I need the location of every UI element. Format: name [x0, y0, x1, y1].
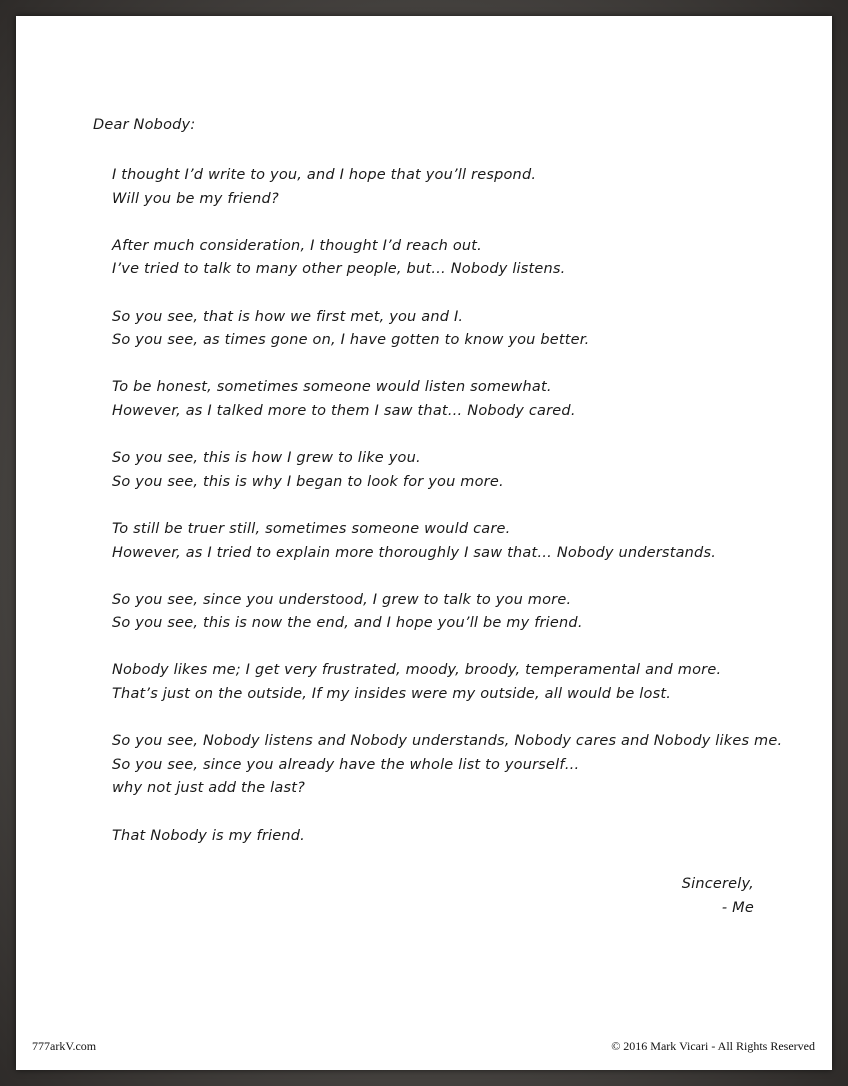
letter — [16, 16, 832, 1070]
letter-line: So you see, since you understood, I grew to talk to you more. — [112, 591, 572, 608]
letter-line: I’ve tried to talk to many other people, but… Nobody listens. — [112, 261, 566, 278]
stanza — [112, 518, 782, 565]
footer-copyright: © 2016 Mark Vicari - All Rights Reserved — [611, 1039, 815, 1053]
letter-line: After much consideration, I thought I’d reach out. — [112, 237, 482, 254]
letter-line: Will you be my friend? — [112, 190, 279, 207]
letter-greeting: Dear Nobody: — [93, 117, 196, 133]
letter-body — [112, 164, 782, 848]
letter-line: That Nobody is my friend. — [112, 827, 305, 844]
closing-text: Sincerely, — [681, 876, 754, 892]
letter-line: why not just add the last? — [112, 780, 306, 797]
footer-site: 777arkV.com — [32, 1039, 97, 1053]
stanza — [112, 235, 782, 282]
letter-line: I thought I’d write to you, and I hope that you’ll respond. — [112, 167, 537, 183]
stanza — [112, 825, 782, 849]
stanza — [112, 659, 782, 706]
stanza — [112, 589, 782, 636]
letter-line: So you see, since you already have the whole list to yourself… — [112, 756, 580, 773]
letter-line: To be honest, sometimes someone would listen somewhat. — [112, 379, 552, 396]
letter-line: So you see, Nobody listens and Nobody understands, Nobody cares and Nobody likes me. — [112, 733, 783, 750]
signature: - Me — [721, 900, 754, 916]
letter-line: Nobody likes me; I get very frustrated, moody, broody, temperamental and more. — [112, 662, 722, 679]
stanza — [112, 376, 782, 423]
letter-line: To still be truer still, sometimes someone would care. — [112, 520, 511, 537]
letter-line: So you see, this is how I grew to like you. — [112, 450, 421, 467]
letter-line: That’s just on the outside, If my insides were my outside, all would be lost. — [112, 686, 672, 703]
letter-line: However, as I talked more to them I saw that… Nobody cared. — [112, 402, 576, 419]
letter-line: So you see, as times gone on, I have gotten to know you better. — [112, 332, 590, 349]
letter-line: So you see, this is now the end, and I hope you’ll be my friend. — [112, 615, 583, 632]
letter-line: So you see, that is how we first met, you and I. — [112, 308, 464, 325]
stanza — [112, 447, 782, 494]
stanza — [112, 730, 782, 801]
letter-line: So you see, this is why I began to look for you more. — [112, 473, 504, 490]
stanza — [112, 164, 782, 211]
letter-line: However, as I tried to explain more thoroughly I saw that… Nobody understands. — [112, 544, 717, 561]
document-page — [16, 16, 832, 1070]
stanza — [112, 306, 782, 353]
letter-closing — [682, 872, 754, 920]
